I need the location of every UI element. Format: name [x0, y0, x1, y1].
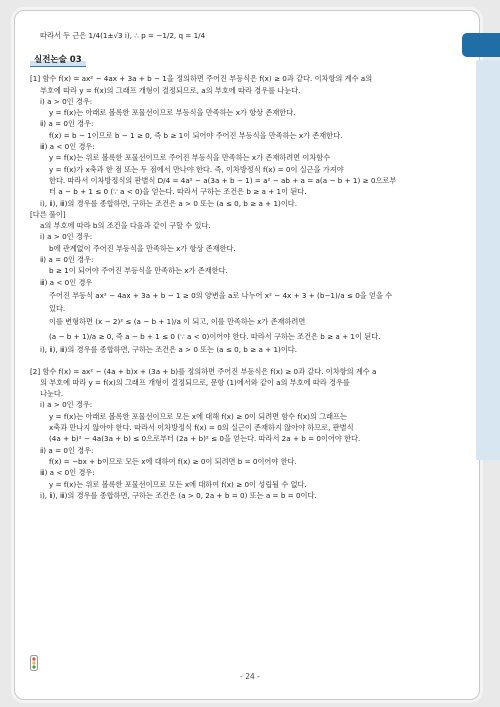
side-tab-strip	[476, 60, 500, 460]
text-line: f(x) = b − 1이므로 b − 1 ≥ 0, 즉 b ≥ 1이 되어야 주어진 부등식을 만족하는 x가 존재한다.	[49, 130, 343, 140]
conclusion-line: ⅰ), ⅱ), ⅲ)의 경우를 종합하면, 구하는 조건은 a > 0 또는 (a ≤ 0, b ≥ a + 1)이다.	[40, 198, 297, 208]
text-line: a의 부호에 따라 b의 조건을 다음과 같이 구할 수 있다.	[40, 221, 211, 231]
case-heading: ⅲ) a < 0인 경우:	[40, 142, 95, 152]
text-line: 의 부호에 따라 y = f(x)의 그래프 개형이 결정되므로, 문항 (1)에서와 같이 a의 부호에 따라 경우를	[40, 377, 350, 387]
text-line: y = f(x)는 아래로 볼록한 포물선이므로 부등식을 만족하는 x가 항상 존재한다.	[49, 108, 296, 118]
case-heading: ⅰ) a > 0인 경우:	[40, 400, 93, 410]
section-title: 실전논술 03	[30, 55, 86, 67]
side-tab-marker	[462, 33, 500, 57]
text-line: y = f(x)는 위로 볼록한 포물선이므로 모든 x에 대하여 f(x) ≥ 0이 성립될 수 없다.	[49, 479, 307, 489]
case-heading: ⅱ) a = 0인 경우:	[40, 445, 94, 455]
text-line: f(x) = −bx + b이므로 모든 x에 대하여 f(x) ≥ 0이 되려면 b = 0이어야 한다.	[49, 456, 297, 466]
text-line: [2] 함수 f(x) = ax² − (4a + b)x + (3a + b)를 정의하면 주어진 부등식은 f(x) ≥ 0과 같다. 이차항의 계수 a	[30, 366, 377, 376]
case-heading: ⅱ) a = 0인 경우:	[40, 255, 94, 265]
case-heading: ⅰ) a > 0인 경우:	[40, 232, 93, 242]
text-line: 한다. 따라서 이차방정식의 판별식 D/4 = 4a² − a(3a + b − 1) = a² − ab + a = a(a − b + 1) ≥ 0으로부	[49, 175, 397, 185]
problem-2	[30, 366, 456, 502]
alt-solution-heading: [다른 풀이]	[30, 209, 66, 219]
text-line: (a − b + 1)/a ≥ 0, 즉 a − b + 1 ≤ 0 (∵ a < 0)이어야 한다. 따라서 구하는 조건은 b ≥ a + 1이 된다.	[49, 332, 381, 342]
text-line: [1] 함수 f(x) = ax² − 4ax + 3a + b − 1을 정의하면 주어진 부등식은 f(x) ≥ 0과 같다. 이차항의 계수 a의	[30, 74, 373, 84]
case-heading: ⅲ) a < 0인 경우:	[40, 468, 95, 478]
case-heading: ⅰ) a > 0인 경우:	[40, 96, 93, 106]
alt-solution	[30, 209, 456, 356]
text-line: b에 관계없이 주어진 부등식을 만족하는 x가 항상 존재한다.	[49, 243, 236, 253]
conclusion-line: ⅰ), ⅱ), ⅲ)의 경우를 종합하면, 구하는 조건은 (a > 0, 2a + b = 0) 또는 a = b = 0이다.	[40, 490, 317, 500]
text-line: y = f(x)가 x축과 한 점 또는 두 점에서 만나야 한다. 즉, 이차방정식 f(x) = 0이 실근을 가져야	[49, 164, 344, 174]
page-number: - 24 -	[240, 672, 260, 681]
traffic-light-icon	[30, 655, 38, 671]
page-content	[30, 28, 456, 501]
text-line: 부호에 따라 y = f(x)의 그래프 개형이 결정되므로, a의 부호에 따라 경우를 나눈다.	[40, 85, 301, 95]
text-line: 터 a − b + 1 ≤ 0 (∵ a < 0)을 얻는다. 따라서 구하는 조건은 b ≥ a + 1이 된다.	[49, 187, 307, 197]
case-heading: ⅱ) a = 0인 경우:	[40, 119, 94, 129]
spacer	[30, 356, 456, 366]
text-line: 나눈다.	[40, 389, 64, 399]
text-line: y = f(x)는 아래로 볼록한 포물선이므로 모든 x에 대해 f(x) ≥ 0이 되려면 함수 f(x)의 그래프는	[49, 411, 347, 421]
text-line: y = f(x)는 위로 볼록한 포물선이므로 주어진 부등식을 만족하는 x가 존재하려면 이차함수	[49, 153, 331, 163]
text-line: (4a + b)² − 4a(3a + b) ≤ 0으로부터 (2a + b)² ≤ 0을 얻는다. 따라서 2a + b = 0이어야 한다.	[49, 434, 361, 444]
text-line: 주어진 부등식 ax² − 4ax + 3a + b − 1 ≥ 0의 양변을 a로 나누어 x² − 4x + 3 + (b−1)/a ≤ 0을 얻을 수	[49, 290, 393, 300]
text-line: 있다.	[49, 303, 66, 313]
case-heading: ⅲ) a < 0인 경우	[40, 277, 93, 287]
text-line: 이를 변형하면 (x − 2)² ≤ (a − b + 1)/a 이 되고, 이를 만족하는 x가 존재하려면	[49, 317, 306, 327]
conclusion-line: ⅰ), ⅱ), ⅲ)의 경우를 종합하면, 구하는 조건은 a > 0 또는 (a ≤ 0, b ≥ a + 1)이다.	[40, 345, 297, 355]
intro-line: 따라서 두 근은 1/4(1±√3 i), ∴ p = −1/2, q = 1/4	[40, 31, 206, 40]
text-line: b ≥ 1이 되어야 주어진 부등식을 만족하는 x가 존재한다.	[49, 266, 228, 276]
text-line: x축과 만나지 않아야 한다. 따라서 이차방정식 f(x) = 0의 실근이 존재하지 않아야 하므로, 판별식	[49, 423, 354, 433]
problem-1	[30, 73, 456, 209]
